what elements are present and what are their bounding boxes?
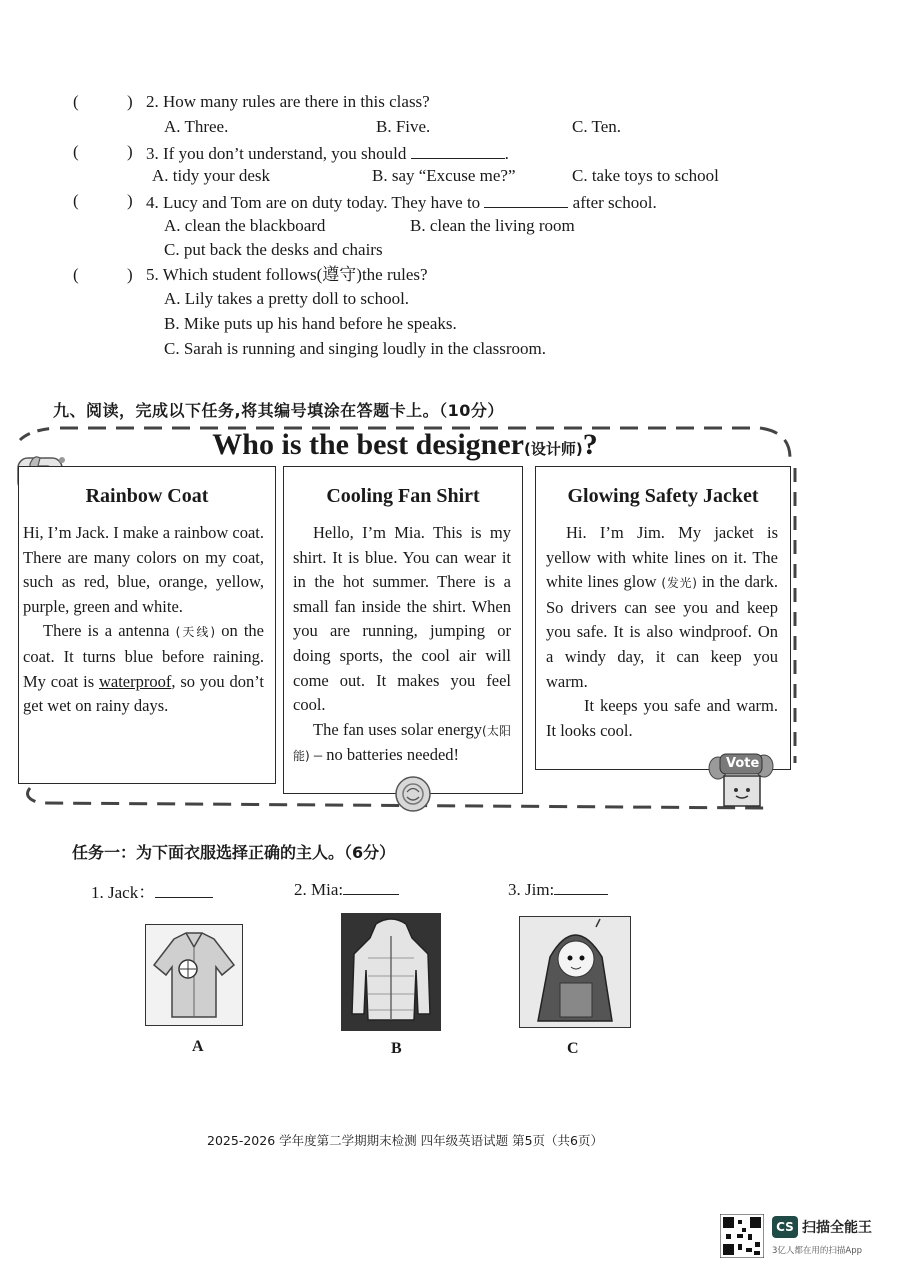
answer-paren-close: ) xyxy=(127,142,133,161)
qr-code-icon xyxy=(720,1214,764,1258)
option-a: A. Three. xyxy=(164,117,229,136)
fill-blank xyxy=(411,142,505,159)
picture-a-fan-shirt xyxy=(145,924,243,1026)
answer-paren-close: ) xyxy=(127,265,133,284)
scanner-subtitle: 3亿人都在用的扫描App xyxy=(772,1246,863,1256)
card-rainbow-coat-text: Hi, I’m Jack. I make a rainbow coat. There are many colors on my coat, such as red, blue, orange, yellow, purple, green and white. There is a antenna (天线) on the coat. It turns blue before raining. My coat is waterproof, so you don’t get wet on rainy days. xyxy=(23,523,265,716)
fan-shirt-icon xyxy=(146,925,242,1025)
picture-label-b: B xyxy=(391,1040,402,1057)
scanner-watermark xyxy=(720,1214,885,1260)
card-title: Cooling Fan Shirt xyxy=(326,485,480,507)
answer-paren-close: ) xyxy=(127,92,133,111)
scanner-brand: 扫描全能王 xyxy=(802,1220,872,1236)
vote-badge: Vote xyxy=(706,746,776,812)
page-footer: 2025-2026 学年度第二学期期末检测 四年级英语试题 第5页（共6页） xyxy=(207,1133,603,1148)
option-a: A. Lily takes a pretty doll to school. xyxy=(164,289,410,308)
option-b: B. Mike puts up his hand before he speaks. xyxy=(164,314,457,333)
picture-label-c: C xyxy=(567,1040,579,1057)
question-text: 2. How many rules are there in this class? xyxy=(146,92,430,111)
question-text: 5. Which student follows(遵守)the rules? xyxy=(146,265,428,284)
option-c: C. Ten. xyxy=(572,117,622,136)
raincoat-child-icon xyxy=(520,917,630,1027)
card-cooling-fan-shirt-text: Hello, I’m Mia. This is my shirt. It is blue. You can wear it in the hot summer. There is a small fan inside the shirt. When you are running, jumping or doing sports, the cool air will come out. It makes you feel cool. The fan uses solar energy(太阳能) – no batteries needed! xyxy=(293,523,511,765)
picture-label-a: A xyxy=(192,1038,204,1055)
option-a: A. clean the blackboard xyxy=(164,216,326,235)
option-c: C. put back the desks and chairs xyxy=(164,240,383,259)
option-a: A. tidy your desk xyxy=(152,166,271,185)
owner-jim: 3. Jim: xyxy=(508,878,608,900)
answer-paren-open[interactable]: ( xyxy=(73,92,79,111)
answer-blank[interactable] xyxy=(343,878,399,895)
picture-b-jacket xyxy=(341,913,441,1031)
picture-c-raincoat-child xyxy=(519,916,631,1028)
option-b: B. Five. xyxy=(376,117,431,136)
reading-title: Who is the best designer(设计师)? xyxy=(212,428,598,461)
option-c: C. Sarah is running and singing loudly in the classroom. xyxy=(164,339,546,358)
answer-blank[interactable] xyxy=(155,881,213,898)
answer-paren-open[interactable]: ( xyxy=(73,191,79,210)
cs-logo-icon: CS xyxy=(772,1216,798,1238)
card-title: Glowing Safety Jacket xyxy=(567,485,759,507)
option-b: B. say “Excuse me?” xyxy=(372,166,516,185)
owner-mia: 2. Mia: xyxy=(294,878,399,900)
card-glowing-safety-jacket-text: Hi. I’m Jim. My jacket is yellow with white lines on it. The white lines glow (发光) in the dark. So drivers can see you and keep you safe. It is also windproof. On a windy day, it can keep you warm. It keeps you safe and warm. It looks cool. xyxy=(546,523,778,740)
stamp-icon xyxy=(394,775,432,813)
question-text: 3. If you don’t understand, you should . xyxy=(146,144,509,163)
option-c: C. take toys to school xyxy=(572,166,719,185)
option-b: B. clean the living room xyxy=(410,216,575,235)
task-1-heading: 任务一：为下面衣服选择正确的主人。（6分） xyxy=(72,843,396,862)
answer-blank[interactable] xyxy=(554,878,608,895)
card-title: Rainbow Coat xyxy=(85,485,209,507)
answer-paren-close: ) xyxy=(127,191,133,210)
puffer-jacket-icon xyxy=(342,914,440,1030)
section-9-heading: 九、阅读，完成以下任务,将其编号填涂在答题卡上。（10分） xyxy=(53,401,504,420)
answer-paren-open[interactable]: ( xyxy=(73,142,79,161)
owner-jack: 1. Jack： xyxy=(91,878,213,903)
fill-blank xyxy=(484,191,568,208)
answer-paren-open[interactable]: ( xyxy=(73,265,79,284)
question-text: 4. Lucy and Tom are on duty today. They have to after school. xyxy=(146,193,657,212)
